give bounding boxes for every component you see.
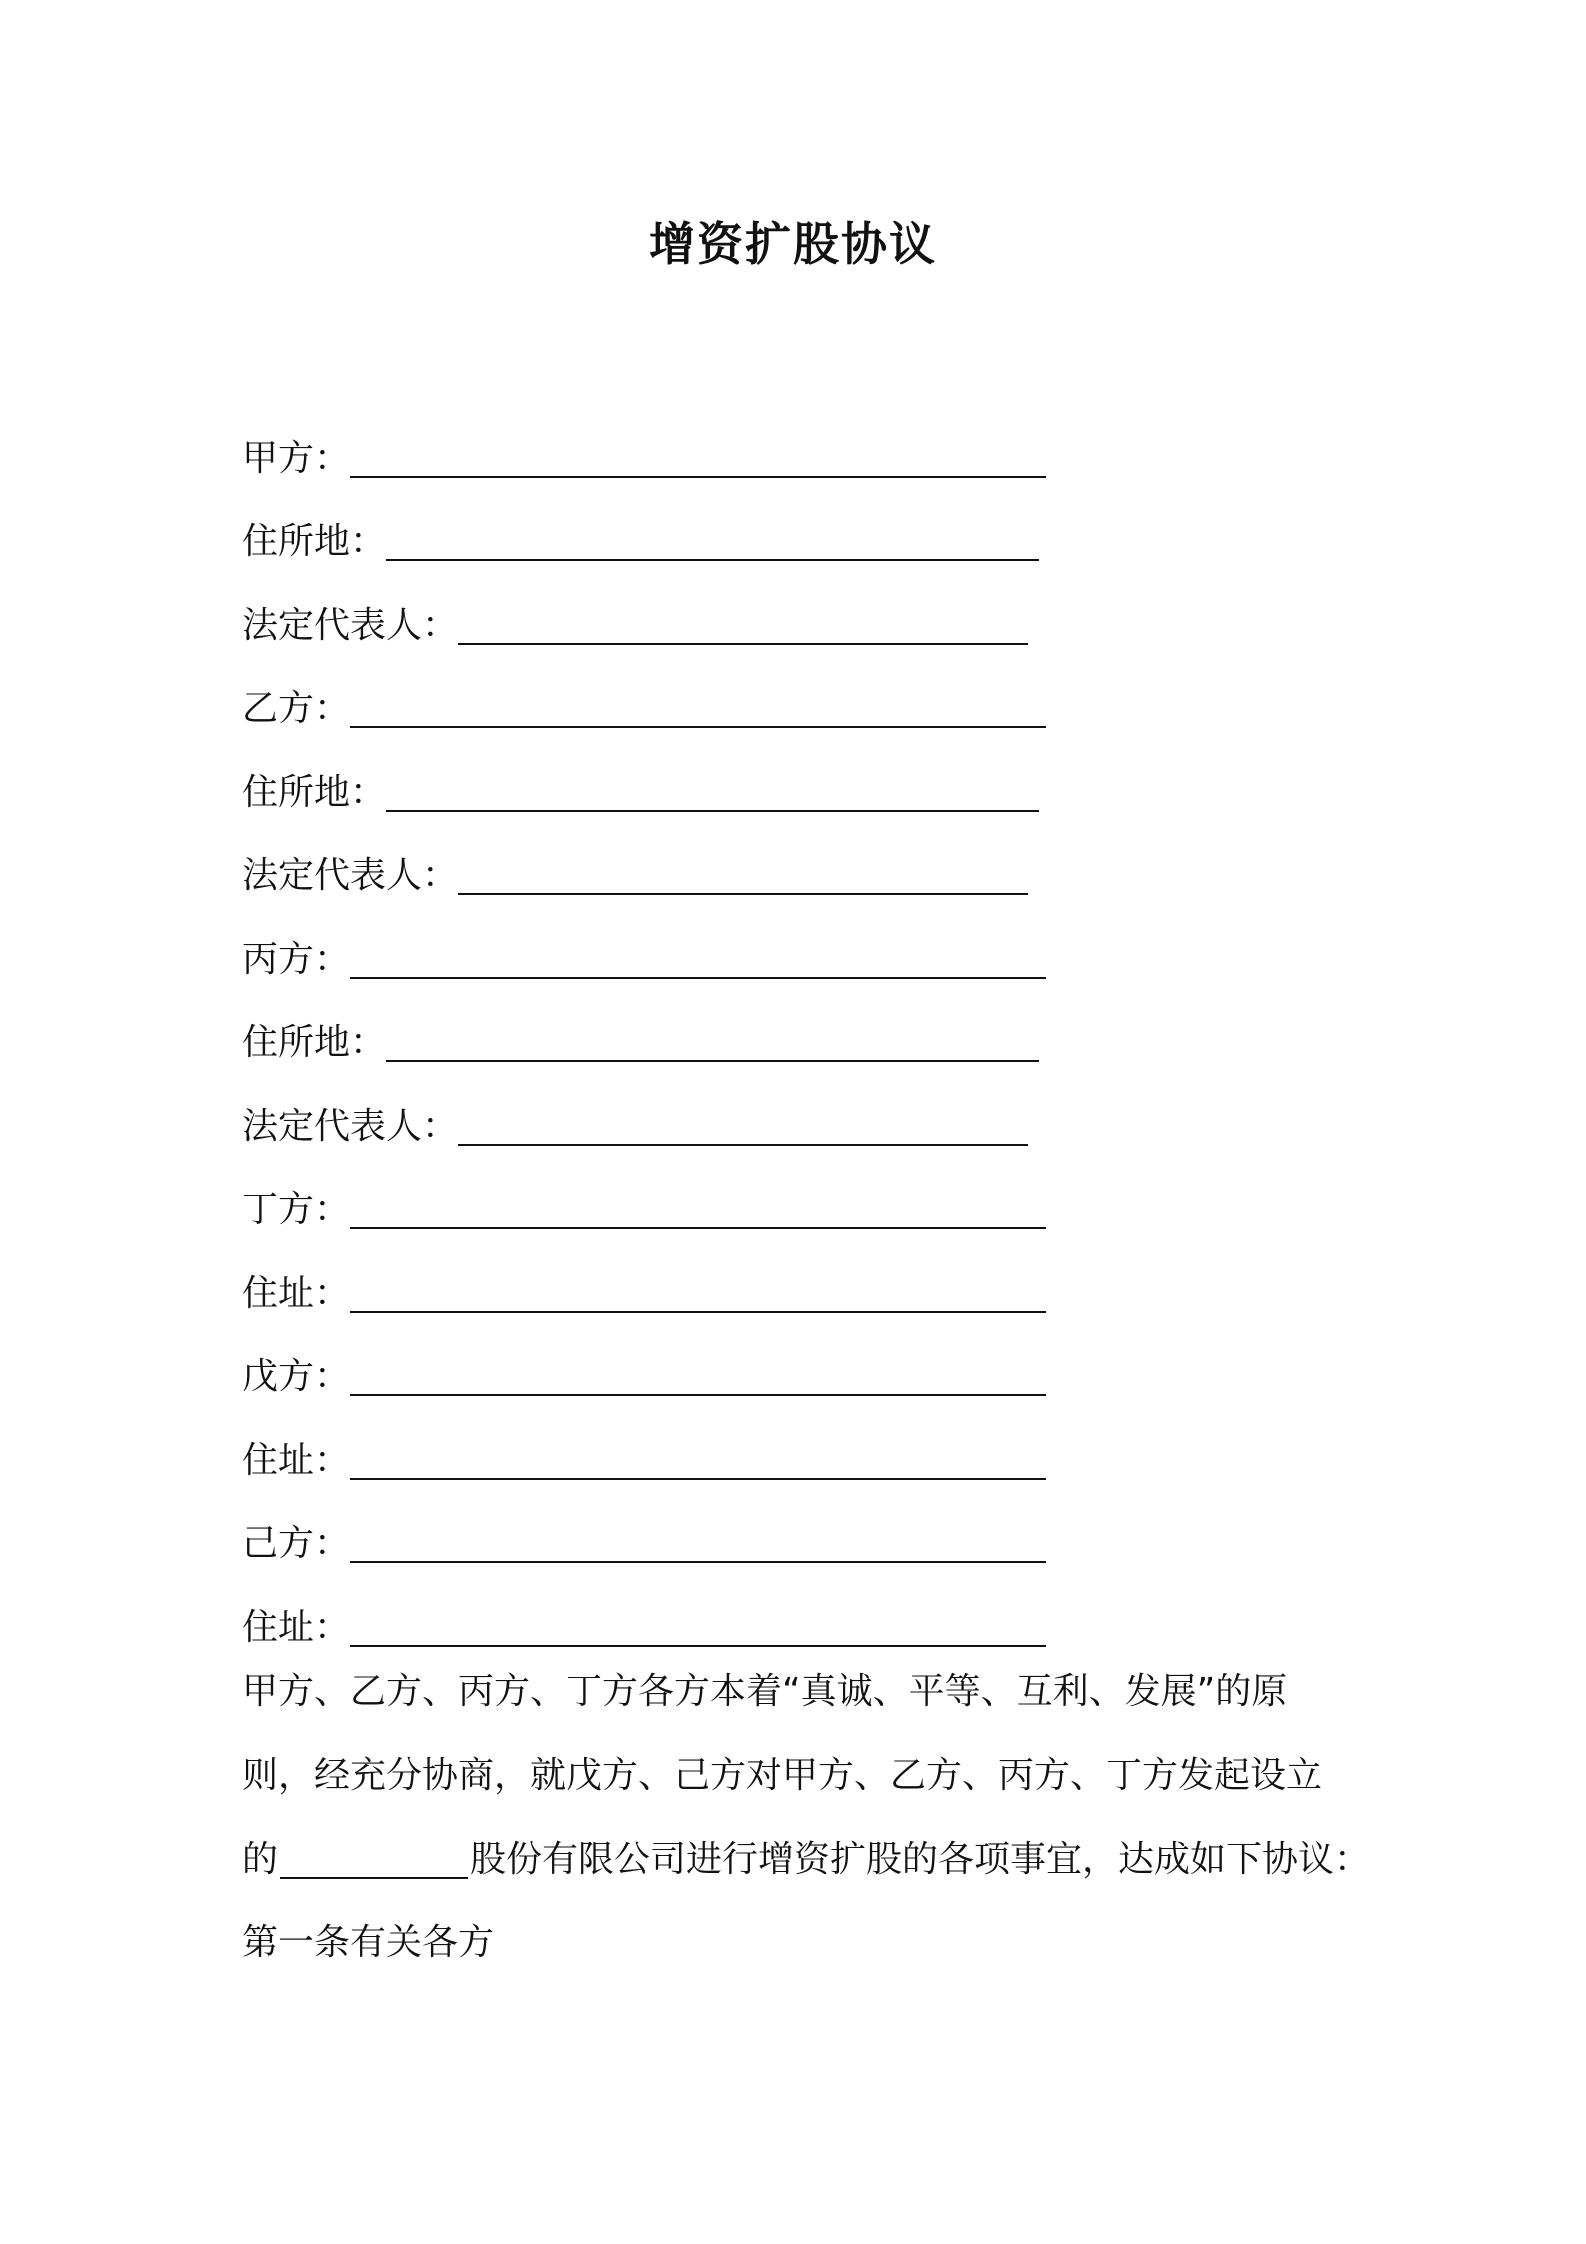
party-c-address-field (242, 985, 1046, 1069)
party-d-address-blank (350, 1273, 1046, 1313)
party-b-representative-field (242, 818, 1046, 902)
party-b-address-label: 住所地： (242, 771, 387, 813)
party-c-representative-field (242, 1068, 1046, 1152)
party-c-label: 丙方： (242, 938, 351, 980)
party-e-blank (350, 1356, 1046, 1396)
party-b-field (242, 651, 1046, 735)
party-b-address-field (242, 734, 1046, 818)
company-name-blank (280, 1839, 468, 1879)
party-b-address-blank (386, 772, 1039, 812)
preamble-line-3-prefix: 的 (242, 1839, 279, 1880)
party-f-blank (350, 1523, 1046, 1563)
article-1-heading: 第一条有关各方 (242, 1922, 495, 1963)
party-c-field (242, 901, 1046, 985)
party-d-label: 丁方： (242, 1189, 351, 1230)
party-info-list (242, 400, 1046, 1653)
party-e-field (242, 1319, 1046, 1403)
party-a-address-label: 住所地： (242, 521, 387, 562)
party-c-blank (350, 939, 1046, 979)
party-b-representative-label: 法定代表人： (242, 855, 459, 896)
party-e-address-blank (350, 1440, 1046, 1480)
party-b-label: 乙方： (242, 688, 351, 729)
party-d-blank (350, 1189, 1046, 1229)
preamble-line-1: 甲方、乙方、丙方、丁方各方本着“真诚、平等、互利、发展”的原 (242, 1671, 1288, 1712)
party-a-blank (350, 438, 1046, 478)
party-f-label: 己方： (242, 1523, 351, 1564)
party-c-representative-blank (458, 1106, 1028, 1146)
party-f-address-field (242, 1569, 1046, 1653)
party-c-representative-label: 法定代表人： (242, 1105, 459, 1147)
party-d-address-label: 住址： (242, 1272, 351, 1314)
party-c-address-label: 住所地： (242, 1022, 387, 1063)
party-a-representative-field (242, 567, 1046, 651)
party-a-representative-label: 法定代表人： (242, 604, 459, 646)
preamble-line-2: 则，经充分协商，就戊方、己方对甲方、乙方、丙方、丁方发起设立 (242, 1755, 1323, 1796)
party-a-label: 甲方： (242, 437, 351, 479)
document-title: 增资扩股协议 (649, 217, 937, 271)
party-a-address-field (242, 484, 1046, 568)
party-e-address-label: 住址： (242, 1439, 351, 1481)
party-a-field (242, 400, 1046, 484)
party-e-label: 戊方： (242, 1356, 351, 1397)
party-d-field (242, 1152, 1046, 1236)
preamble-line-3 (242, 1835, 1371, 1885)
party-a-representative-blank (458, 605, 1028, 645)
party-f-address-label: 住址： (242, 1606, 351, 1648)
preamble-line-3-suffix: 股份有限公司进行增资扩股的各项事宜，达成如下协议： (470, 1839, 1371, 1880)
party-c-address-blank (386, 1022, 1039, 1062)
party-f-field (242, 1486, 1046, 1570)
party-a-address-blank (386, 521, 1039, 561)
party-e-address-field (242, 1402, 1046, 1486)
party-b-representative-blank (458, 855, 1028, 895)
party-b-blank (350, 688, 1046, 728)
party-f-address-blank (350, 1607, 1046, 1647)
party-d-address-field (242, 1235, 1046, 1319)
